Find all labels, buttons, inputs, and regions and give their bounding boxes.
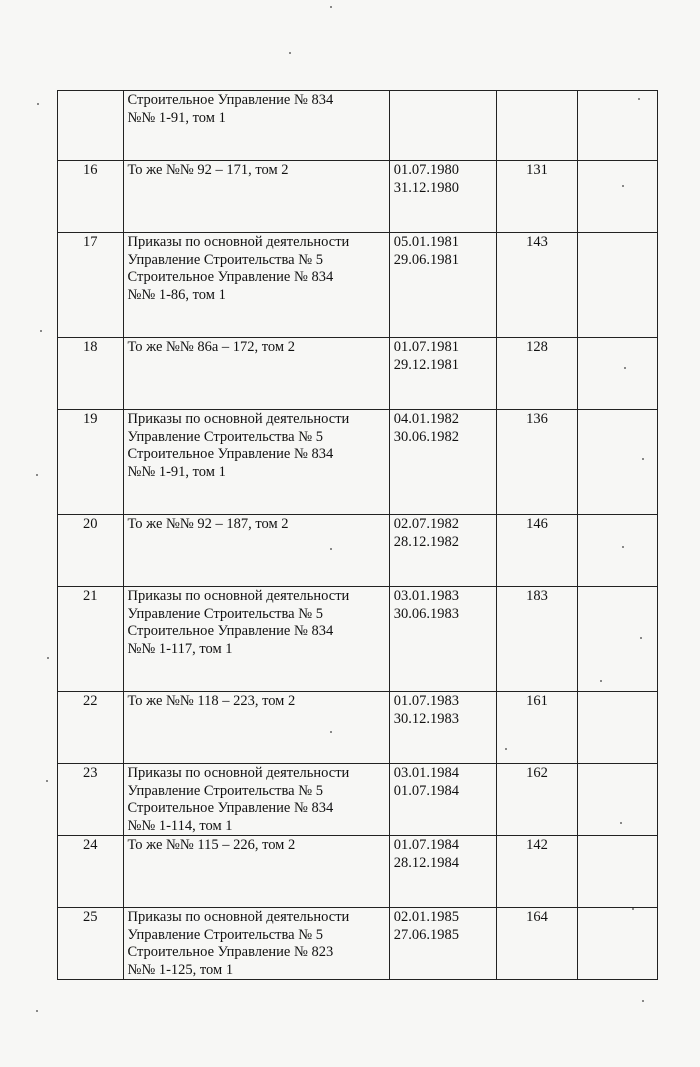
file-title-line: Строительное Управление № 834 [127,446,334,462]
file-title-line: Управление Строительства № 5 [127,782,323,799]
file-title-cell [123,233,389,338]
file-title-cell [123,587,389,692]
table-row [58,515,658,587]
notes-cell [578,91,658,161]
file-title-cell [123,91,389,161]
start-date: 01.07.1983 [393,693,459,709]
scan-speck [46,780,48,782]
file-title-cell [123,692,389,764]
sheet-count-cell [496,91,578,161]
sheet-count-cell: 128 [496,338,578,410]
sheet-count-cell: 162 [496,764,578,836]
date-range-cell [389,410,496,515]
end-date: 01.07.1984 [393,782,459,799]
item-number-cell: 16 [58,161,124,233]
date-range-cell [389,515,496,587]
item-number-cell: 17 [58,233,124,338]
notes-cell [578,410,658,515]
start-date: 04.01.1982 [393,411,459,427]
archive-inventory-table [57,90,658,980]
scan-speck [632,908,634,910]
file-title-line: Строительное Управление № 823 [127,944,334,960]
date-range-cell [389,338,496,410]
scan-speck [330,731,332,733]
file-title-line: №№ 1-117, том 1 [127,640,233,657]
table-row [58,908,658,980]
scan-speck [330,6,332,8]
scan-speck [642,458,644,460]
scan-speck [36,474,38,476]
item-number-cell [58,91,124,161]
date-range-cell [389,908,496,980]
start-date: 03.01.1983 [393,588,459,604]
end-date: 30.12.1983 [393,710,459,727]
file-title-line: То же №№ 92 – 171, том 2 [127,162,289,178]
scan-speck [622,185,624,187]
date-range-cell [389,587,496,692]
start-date: 01.07.1984 [393,837,459,853]
start-date: 05.01.1981 [393,234,459,250]
table-row [58,692,658,764]
file-title-line: Строительное Управление № 834 [127,800,334,816]
scan-speck [600,680,602,682]
end-date: 29.06.1981 [393,251,459,268]
sheet-count-cell: 143 [496,233,578,338]
notes-cell [578,836,658,908]
end-date: 29.12.1981 [393,356,459,373]
file-title-line: То же №№ 86а – 172, том 2 [127,339,295,355]
notes-cell [578,338,658,410]
item-number-cell: 22 [58,692,124,764]
start-date: 02.01.1985 [393,909,459,925]
scan-speck [505,748,507,750]
item-number-cell: 18 [58,338,124,410]
file-title-line: Приказы по основной деятельности [127,588,350,604]
date-range-cell [389,764,496,836]
end-date: 30.06.1983 [393,605,459,622]
date-range-cell [389,836,496,908]
table-row [58,161,658,233]
notes-cell [578,764,658,836]
file-title-line: Управление Строительства № 5 [127,428,323,445]
sheet-count-cell: 161 [496,692,578,764]
sheet-count-cell: 142 [496,836,578,908]
file-title-line: Приказы по основной деятельности [127,909,350,925]
scan-speck [622,546,624,548]
notes-cell [578,587,658,692]
end-date: 28.12.1984 [393,854,459,871]
end-date: 31.12.1980 [393,179,459,196]
end-date: 28.12.1982 [393,533,459,550]
start-date: 01.07.1980 [393,162,459,178]
sheet-count-cell: 183 [496,587,578,692]
item-number-cell: 21 [58,587,124,692]
table-row [58,410,658,515]
file-title-line: №№ 1-114, том 1 [127,817,233,834]
scan-speck [620,822,622,824]
item-number-cell: 20 [58,515,124,587]
file-title-cell [123,836,389,908]
table-row [58,338,658,410]
sheet-count-cell: 136 [496,410,578,515]
file-title-line: Строительное Управление № 834 [127,92,334,108]
file-title-line: Приказы по основной деятельности [127,765,350,781]
scan-speck [47,657,49,659]
file-title-line: Строительное Управление № 834 [127,269,334,285]
file-title-line: Приказы по основной деятельности [127,234,350,250]
table-row [58,233,658,338]
date-range-cell [389,692,496,764]
file-title-line: То же №№ 118 – 223, том 2 [127,693,296,709]
notes-cell [578,233,658,338]
notes-cell [578,515,658,587]
start-date: 03.01.1984 [393,765,459,781]
item-number-cell: 19 [58,410,124,515]
file-title-line: №№ 1-125, том 1 [127,961,234,978]
file-title-cell [123,764,389,836]
table-row [58,764,658,836]
scan-speck [640,637,642,639]
scan-speck [330,548,332,550]
end-date: 30.06.1982 [393,428,459,445]
file-title-line: №№ 1-91, том 1 [127,109,226,126]
file-title-line: Управление Строительства № 5 [127,926,323,943]
scan-speck [624,367,626,369]
table-row [58,836,658,908]
notes-cell [578,161,658,233]
notes-cell [578,692,658,764]
file-title-line: Строительное Управление № 834 [127,623,334,639]
file-title-line: №№ 1-86, том 1 [127,286,226,303]
scan-speck [642,1000,644,1002]
file-title-cell [123,161,389,233]
notes-cell [578,908,658,980]
table-row [58,91,658,161]
file-title-cell [123,908,389,980]
file-title-cell [123,515,389,587]
item-number-cell: 25 [58,908,124,980]
item-number-cell: 24 [58,836,124,908]
sheet-count-cell: 131 [496,161,578,233]
file-title-line: Управление Строительства № 5 [127,251,323,268]
date-range-cell [389,91,496,161]
end-date: 27.06.1985 [393,926,459,943]
table-body [58,91,658,980]
scan-speck [289,52,291,54]
file-title-cell [123,410,389,515]
file-title-line: То же №№ 115 – 226, том 2 [127,837,296,853]
file-title-line: №№ 1-91, том 1 [127,463,226,480]
sheet-count-cell: 146 [496,515,578,587]
scan-speck [638,98,640,100]
sheet-count-cell: 164 [496,908,578,980]
file-title-line: Управление Строительства № 5 [127,605,323,622]
item-number-cell: 23 [58,764,124,836]
file-title-line: То же №№ 92 – 187, том 2 [127,516,289,532]
scan-speck [40,330,42,332]
date-range-cell [389,233,496,338]
start-date: 02.07.1982 [393,516,459,532]
start-date: 01.07.1981 [393,339,459,355]
scan-speck [37,103,39,105]
file-title-line: Приказы по основной деятельности [127,411,350,427]
file-title-cell [123,338,389,410]
scan-speck [36,1010,38,1012]
table-row [58,587,658,692]
date-range-cell [389,161,496,233]
